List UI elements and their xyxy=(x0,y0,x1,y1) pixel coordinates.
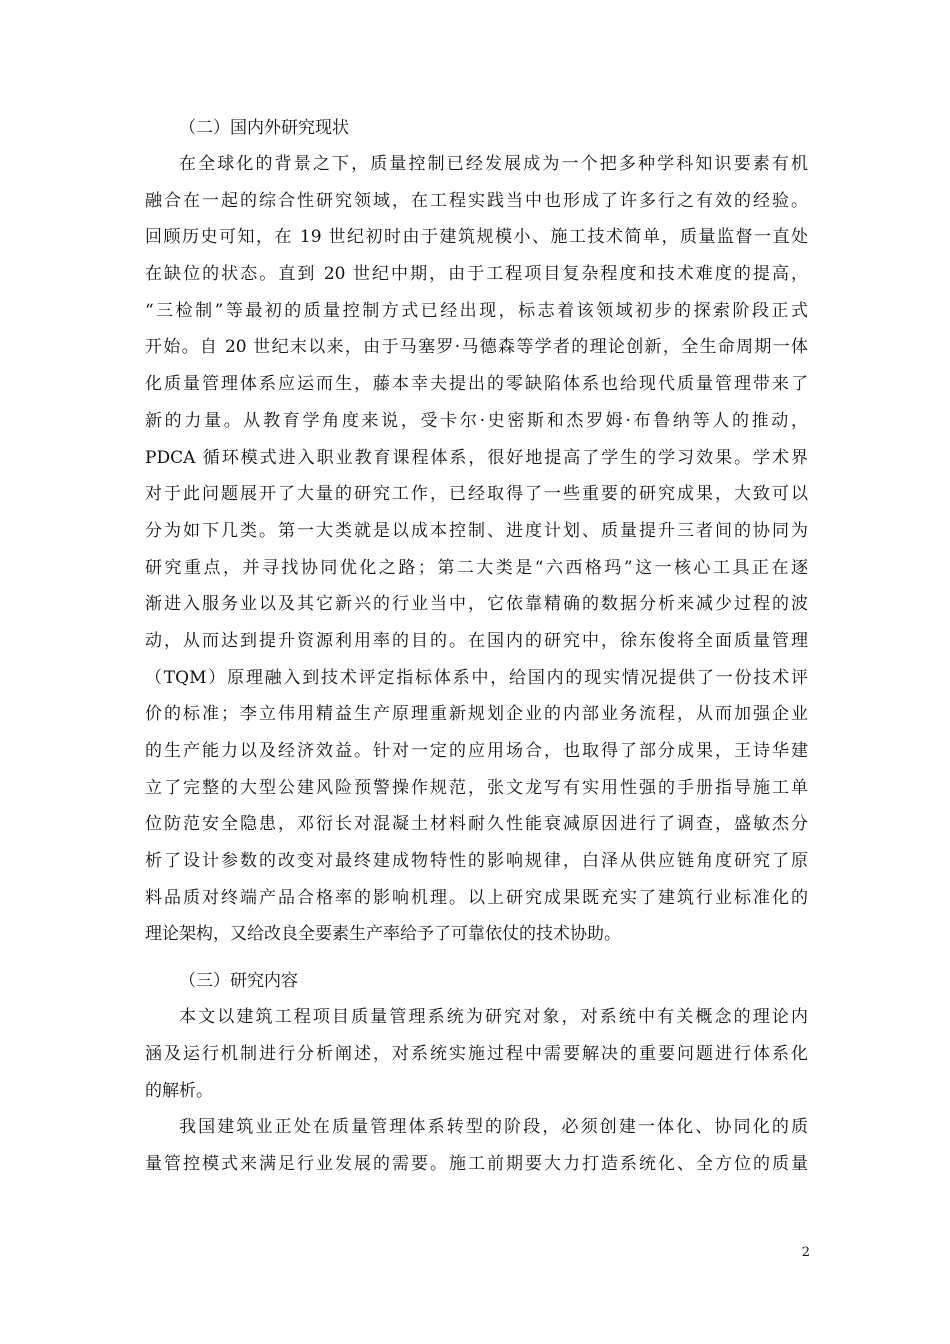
text-line: 我国建筑业正处在质量管理体系转型的阶段，必须创建一体化、协同化的质 xyxy=(179,1117,808,1138)
text-line: 料品质对终端产品合格率的影响机理。以上研究成果既充实了建筑行业标准化的 xyxy=(145,887,808,908)
text-line: 价的标准；李立伟用精益生产原理重新规划企业的内部业务流程，从而加强企业 xyxy=(145,704,808,725)
text-line: 析了设计参数的改变对最终建成物特性的影响规律，白泽从供应链角度研究了原 xyxy=(145,851,808,872)
text-line: 在缺位的状态。直到 20 世纪中期，由于工程项目复杂程度和技术难度的提高， xyxy=(145,264,808,285)
section-heading-research-status: （二）国内外研究现状 xyxy=(179,118,349,138)
paragraph-research-status xyxy=(145,146,808,953)
text-line: 开始。自 20 世纪末以来，由于马塞罗·马德森等学者的理论创新，全生命周期一体 xyxy=(145,337,808,358)
text-line: 动，从而达到提升资源利用率的目的。在国内的研究中，徐东俊将全面质量管理 xyxy=(145,630,808,651)
text-line: 本文以建筑工程项目质量管理系统为研究对象，对系统中有关概念的理论内 xyxy=(179,1007,808,1028)
section-gap xyxy=(145,953,808,963)
text-line: “三检制”等最初的质量控制方式已经出现，标志着该领域初步的探索阶段正式 xyxy=(145,300,808,321)
text-line: 的解析。 xyxy=(145,1080,213,1101)
text-line: 对于此问题展开了大量的研究工作，已经取得了一些重要的研究成果，大致可以 xyxy=(145,484,808,505)
text-line: 分为如下几类。第一大类就是以成本控制、进度计划、质量提升三者间的协同为 xyxy=(145,520,808,541)
paragraph-research-object xyxy=(145,999,808,1109)
text-line: 研究重点，并寻找协同优化之路；第二大类是“六西格玛”这一核心工具正在逐 xyxy=(145,557,808,578)
text-line: 位防范安全隐患，邓衍长对混凝土材料耐久性能衰减原因进行了调查，盛敏杰分 xyxy=(145,814,808,835)
paragraph-industry-transition xyxy=(145,1109,808,1182)
text-line: 涵及运行机制进行分析阐述，对系统实施过程中需要解决的重要问题进行体系化 xyxy=(145,1043,808,1064)
document-page xyxy=(145,110,808,1183)
text-line: 融合在一起的综合性研究领域，在工程实践当中也形成了许多行之有效的经验。 xyxy=(145,190,808,211)
text-line: 回顾历史可知，在 19 世纪初时由于建筑规模小、施工技术简单，质量监督一直处 xyxy=(145,227,808,248)
text-line: 新的力量。从教育学角度来说，受卡尔·史密斯和杰罗姆·布鲁纳等人的推动， xyxy=(145,410,808,431)
text-line: 立了完整的大型公建风险预警操作规范，张文龙写有实用性强的手册指导施工单 xyxy=(145,777,808,798)
page-number: 2 xyxy=(801,1245,810,1260)
text-line: 量管控模式来满足行业发展的需要。施工前期要大力打造系统化、全方位的质量 xyxy=(145,1153,808,1174)
section-heading-research-content: （三）研究内容 xyxy=(179,971,298,992)
text-line: 渐进入服务业以及其它新兴的行业当中，它依靠精确的数据分析来减少过程的波 xyxy=(145,594,808,615)
text-line: PDCA 循环模式进入职业教育课程体系，很好地提高了学生的学习效果。学术界 xyxy=(145,447,808,468)
text-line: 在全球化的背景之下，质量控制已经发展成为一个把多种学科知识要素有机 xyxy=(179,154,808,174)
text-line: 理论架构，又给改良全要素生产率给予了可靠依仗的技术协助。 xyxy=(145,924,621,945)
text-line: 化质量管理体系应运而生，藤本幸夫提出的零缺陷体系也给现代质量管理带来了 xyxy=(145,374,808,395)
text-line: （TQM）原理融入到技术评定指标体系中，给国内的现实情况提供了一份技术评 xyxy=(145,667,808,688)
text-line: 的生产能力以及经济效益。针对一定的应用场合，也取得了部分成果，王诗华建 xyxy=(145,741,808,761)
